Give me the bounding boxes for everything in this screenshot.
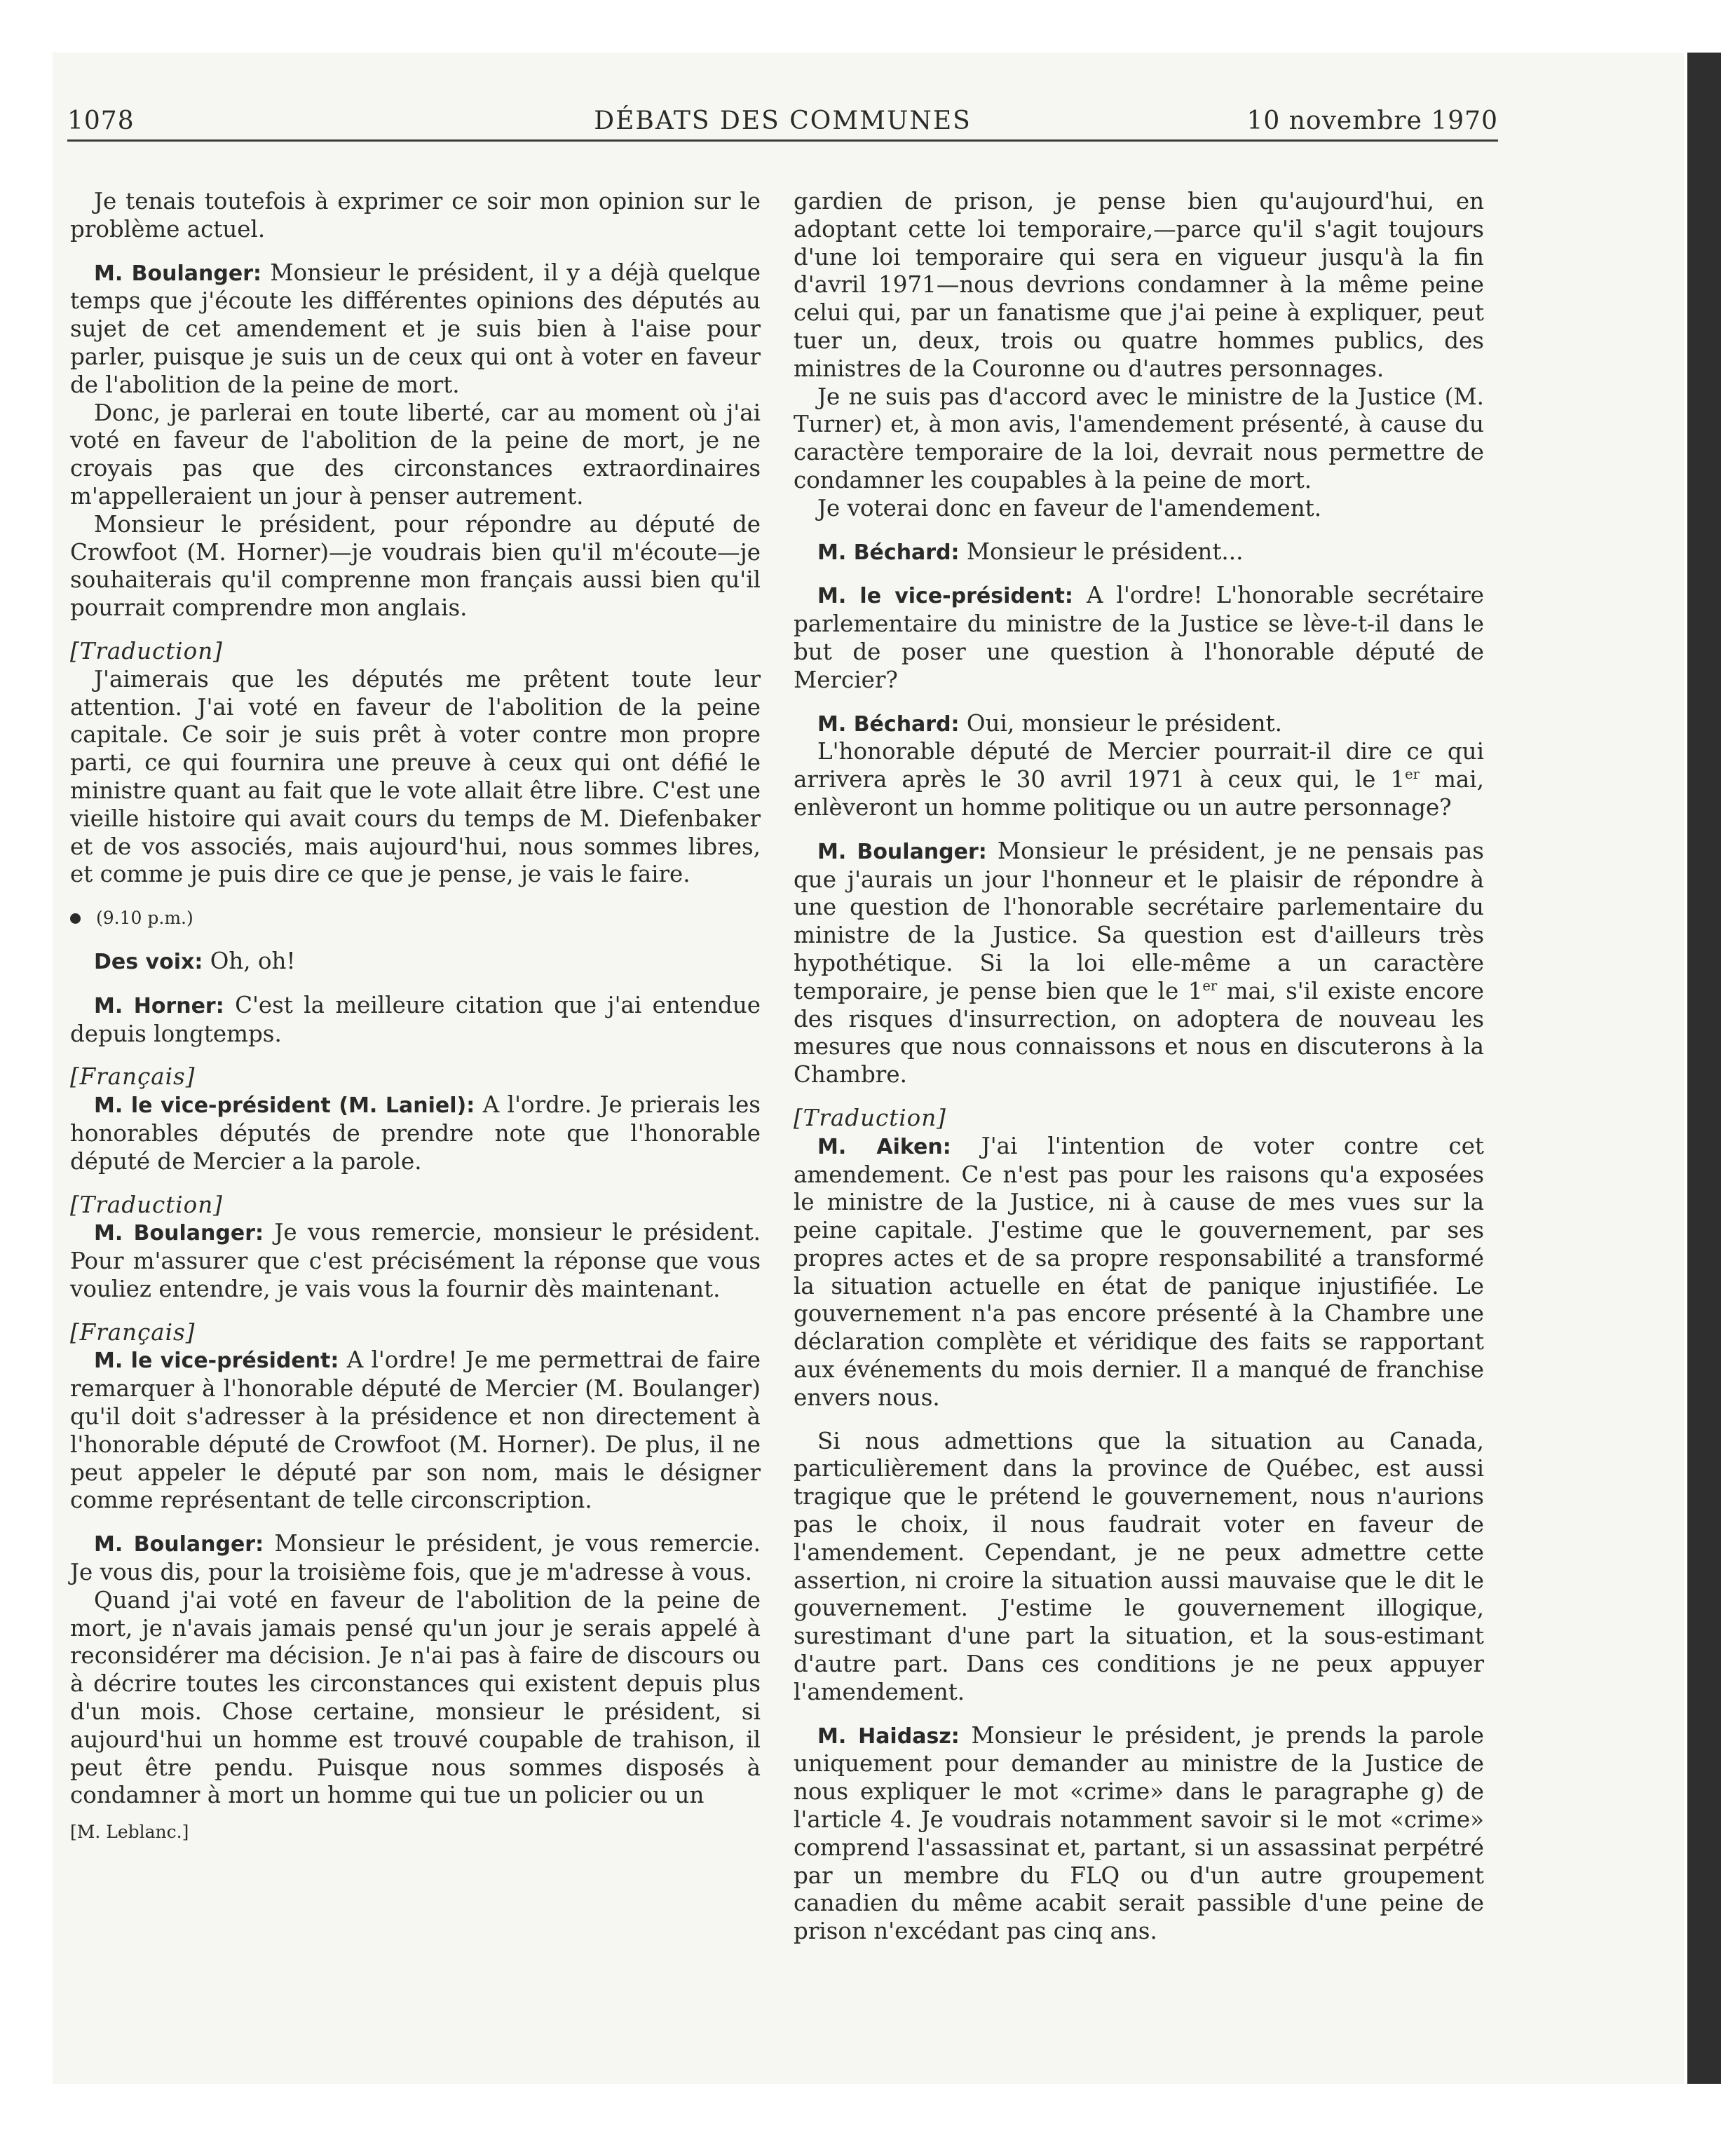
speech: M. Béchard: Monsieur le président... <box>817 538 1244 565</box>
page-number: 1078 <box>67 107 135 135</box>
speaker: M. Aiken: <box>817 1134 951 1159</box>
paragraph: gardien de prison, je pense bien qu'aujourd'hui, en adoptant cette loi temporaire,—parce qu'il s'agit toujours d'une loi temporaire qui sera en vigueur jusqu'à la fin d'avril 1971—nous devrions condamner à la même peine celui qui, par un fanatisme que j'ai peine à expliquer, peut tuer un, deux, trois ou quatre hommes publics, des ministres de la Couronne ou d'autres personnages. <box>794 188 1484 382</box>
paragraph: L'honorable député de Mercier pourrait-il dire ce qui arrivera après le 30 avril 1971 à ceux qui, le 1er mai, enlèveront un homme politique ou un autre personnage? <box>794 738 1484 821</box>
speech: M. le vice-président: A l'ordre! L'honorable secrétaire parlementaire du ministre de la Justice se lève-t-il dans le but de poser une question à l'honorable député de Mercier? <box>794 582 1484 693</box>
paragraph: Je ne suis pas d'accord avec le ministre de la Justice (M. Turner) et, à mon avis, l'amendement présenté, à cause du caractère temporaire de la loi, devrait nous permettre de condamner les coupables à la peine de mort. <box>794 383 1484 493</box>
speaker: Des voix: <box>94 949 203 974</box>
speech: M. Boulanger: Monsieur le président, il y a déjà quelque temps que j'écoute les différentes opinions des députés au sujet de cet amendement et je suis bien à l'aise pour parler, puisque je suis un de ceux qui ont à voter en faveur de l'abolition de la peine de mort. <box>70 259 761 398</box>
speech: M. Béchard: Oui, monsieur le président. <box>817 709 1282 737</box>
speech: M. Boulanger: Monsieur le président, je ne pensais pas que j'aurais un jour l'honneur et le plaisir de répondre à une question de l'honorable secrétaire parlementaire du ministre de la Justice. Sa question est d'ailleurs très hypothétique. Si la loi elle-même a un caractère temporaire, je pense bien que le 1er mai, s'il existe encore des risques d'insurrection, on adoptera de nouveau les mesures que nous connaissons et nous en discuterons à la Chambre. <box>794 837 1484 1089</box>
right-column <box>794 188 1484 1946</box>
page-header <box>67 88 1498 142</box>
publication-title: DÉBATS DES COMMUNES <box>594 107 972 135</box>
paragraph: Monsieur le président, pour répondre au député de Crowfoot (M. Horner)—je voudrais bien qu'il m'écoute—je souhaiterais qu'il comprenne mon français aussi bien qu'il pourrait comprendre mon anglais. <box>70 510 761 622</box>
speaker: M. le vice-président: <box>94 1349 339 1374</box>
bullet-icon <box>70 913 81 924</box>
translation-label: [Traduction] <box>70 1191 223 1218</box>
speaker: M. Boulanger: <box>94 1532 264 1557</box>
ordinal-suffix: er <box>1202 977 1218 994</box>
left-column <box>70 188 761 1846</box>
paragraph: Quand j'ai voté en faveur de l'abolition de la peine de mort, je n'avais jamais pensé qu'un jour je serais appelé à reconsidérer ma décision. Je n'ai pas à faire de discours ou à décrire toutes les circonstances qui existent depuis plus d'un mois. Chose certaine, monsieur le président, si aujourd'hui un homme est trouvé coupable de trahison, il peut être pendu. Puisque nous sommes disposés à condamner à mort un homme qui tue un policier ou un <box>70 1586 761 1809</box>
paragraph: J'aimerais que les députés me prêtent toute leur attention. J'ai voté en faveur de l'abolition de la peine capitale. Ce soir je suis prêt à voter contre mon propre parti, ce qui fournira une preuve à ceux qui ont défié le ministre quant au fait que le vote allait être libre. C'est une vieille histoire qui avait cours du temps de M. Diefenbaker et de vos associés, mais aujourd'hui, nous sommes libres, et comme je puis dire ce que je pense, je vais le faire. <box>70 665 761 888</box>
speech: M. Horner: C'est la meilleure citation que j'ai entendue depuis longtemps. <box>70 991 761 1047</box>
speaker: M. Boulanger: <box>817 839 987 864</box>
translation-label: [Français] <box>70 1318 196 1346</box>
speaker: M. le vice-président (M. Laniel): <box>94 1093 475 1119</box>
page-footer: [M. Leblanc.] <box>70 1822 189 1843</box>
speaker: M. Béchard: <box>817 711 960 737</box>
translation-label: [Français] <box>70 1063 196 1091</box>
speech: Des voix: Oh, oh! <box>94 947 296 974</box>
time-marker: (9.10 p.m.) <box>70 904 761 932</box>
paragraph: Donc, je parlerai en toute liberté, car au moment où j'ai voté en faveur de l'abolition de la peine de mort, je ne croyais pas que des circonstances extraordinaires m'appelleraient un jour à penser autrement. <box>70 399 761 510</box>
speaker: M. Boulanger: <box>94 261 262 286</box>
speech: M. le vice-président (M. Laniel): A l'ordre. Je prierais les honorables députés de prendre note que l'honorable député de Mercier a la parole. <box>70 1091 761 1175</box>
paragraph: Je voterai donc en faveur de l'amendement. <box>817 494 1322 521</box>
ordinal-suffix: er <box>1405 766 1420 783</box>
speech: M. Boulanger: Je vous remercie, monsieur le président. Pour m'assurer que c'est précisément la réponse que vous vouliez entendre, je vais vous la fournir dès maintenant. <box>70 1219 761 1302</box>
paragraph: Si nous admettions que la situation au Canada, particulièrement dans la province de Québec, est aussi tragique que le prétend le gouvernement, nous n'aurions pas le choix, il nous faudrait voter en faveur de l'amendement. Cependant, je ne peux admettre cette assertion, ni croire la situation aussi mauvaise que le dit le gouvernement. J'estime le gouvernement illogique, surestimant d'une part la situation, et la sous-estimant d'autre part. Dans ces conditions je ne peux appuyer l'amendement. <box>794 1427 1484 1705</box>
speech: M. le vice-président: A l'ordre! Je me permettrai de faire remarquer à l'honorable député de Mercier (M. Boulanger) qu'il doit s'adresser à la présidence et non directement à l'honorable député de Crowfoot (M. Horner). De plus, il ne peut appeler le député par son nom, mais le désigner comme représentant de telle circonscription. <box>70 1346 761 1514</box>
speaker: M. Boulanger: <box>94 1221 264 1246</box>
translation-label: [Traduction] <box>794 1104 946 1131</box>
translation-label: [Traduction] <box>70 637 223 664</box>
paragraph: Je tenais toutefois à exprimer ce soir mon opinion sur le problème actuel. <box>70 188 761 243</box>
speaker: M. Haidasz: <box>817 1724 960 1749</box>
page-date: 10 novembre 1970 <box>1246 107 1498 135</box>
speech: M. Haidasz: Monsieur le président, je prends la parole uniquement pour demander au ministre de la Justice de nous expliquer le mot «crime» dans le paragraphe g) de l'article 4. Je voudrais notamment savoir si le mot «crime» comprend l'assassinat et, partant, si un assassinat perpétré par un membre du FLQ ou d'un autre groupement canadien du même acabit serait passible d'une peine de prison n'excédant pas cinq ans. <box>794 1721 1484 1945</box>
speaker: M. le vice-président: <box>817 584 1073 609</box>
speaker: M. Horner: <box>94 993 224 1018</box>
scan-edge <box>1687 53 1721 2084</box>
speech: M. Aiken: J'ai l'intention de voter contre cet amendement. Ce n'est pas pour les raisons qu'a exposées le ministre de la Justice, ni à cause de mes vues sur la peine capitale. J'estime que le gouvernement, par ses propres actes et de sa propre responsabilité a transformé la situation actuelle en état de panique injustifiée. Le gouvernement n'a pas encore présenté à la Chambre une déclaration complète et véridique des faits se rapportant aux événements du mois dernier. Il a manqué de franchise envers nous. <box>794 1132 1484 1411</box>
speech: M. Boulanger: Monsieur le président, je vous remercie. Je vous dis, pour la troisième fois, que je m'adresse à vous. <box>70 1530 761 1586</box>
speaker: M. Béchard: <box>817 540 960 565</box>
